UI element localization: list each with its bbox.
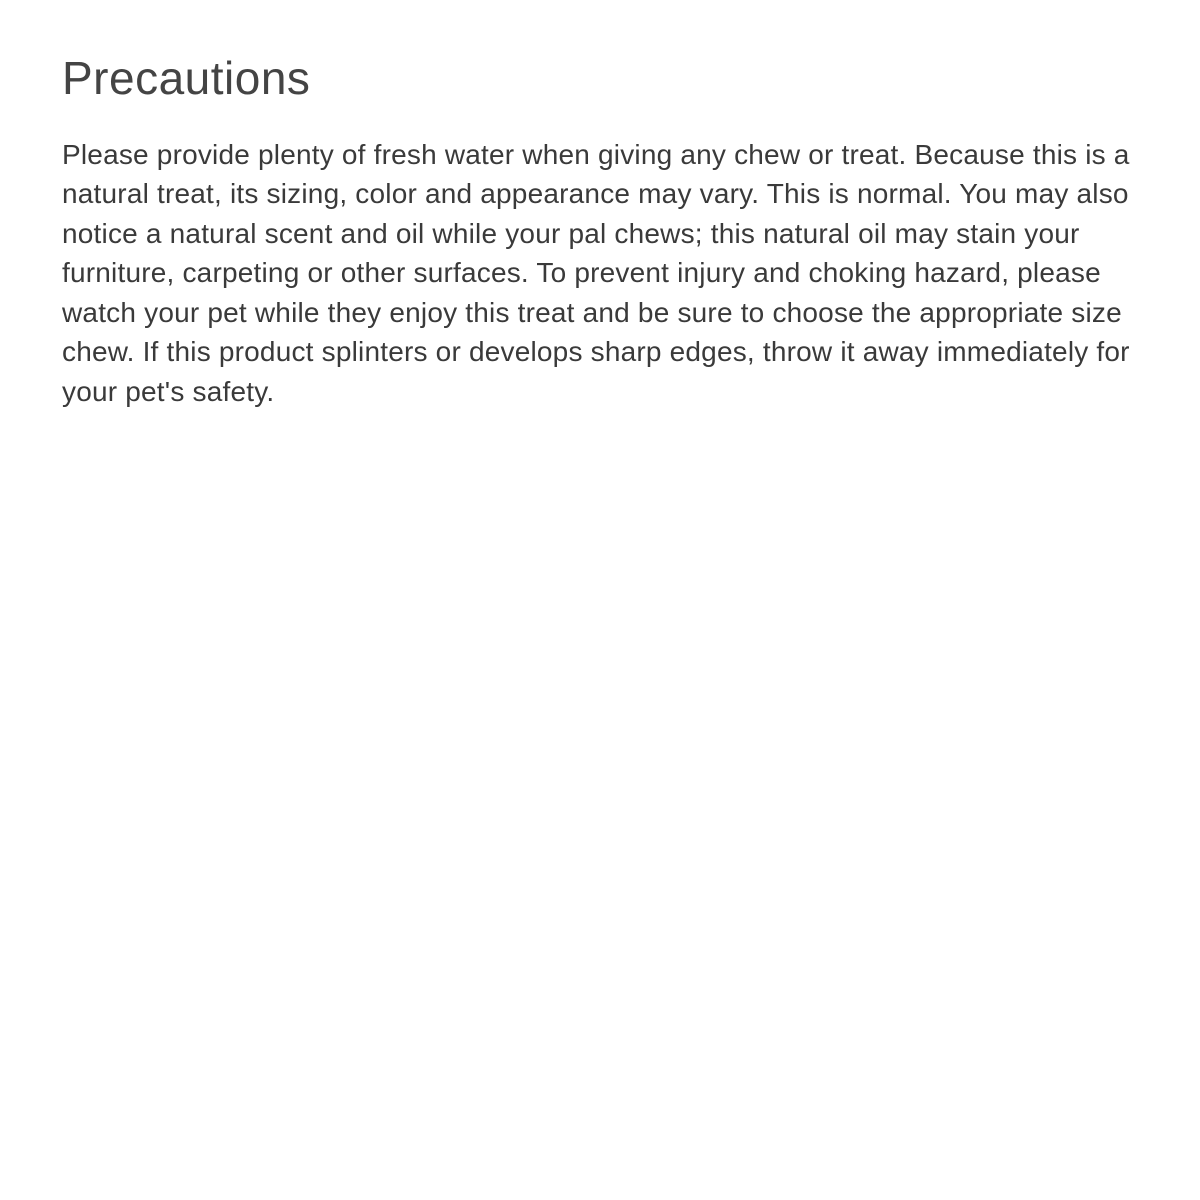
section-title: Precautions xyxy=(62,52,311,104)
precautions-text: Please provide plenty of fresh water when giving any chew or treat. Because this is a natural treat, its sizing, color and appearance may vary. This is normal. You may also notice a natural scent and oil while your pal chews; this natural oil may stain your furniture, carpeting or other surfaces. To prevent injury and choking hazard, please watch your pet while they enjoy this treat and be sure to choose the appropriate size chew. If this product splinters or develops sharp edges, throw it away immediately for your pet's safety. xyxy=(62,138,1130,407)
